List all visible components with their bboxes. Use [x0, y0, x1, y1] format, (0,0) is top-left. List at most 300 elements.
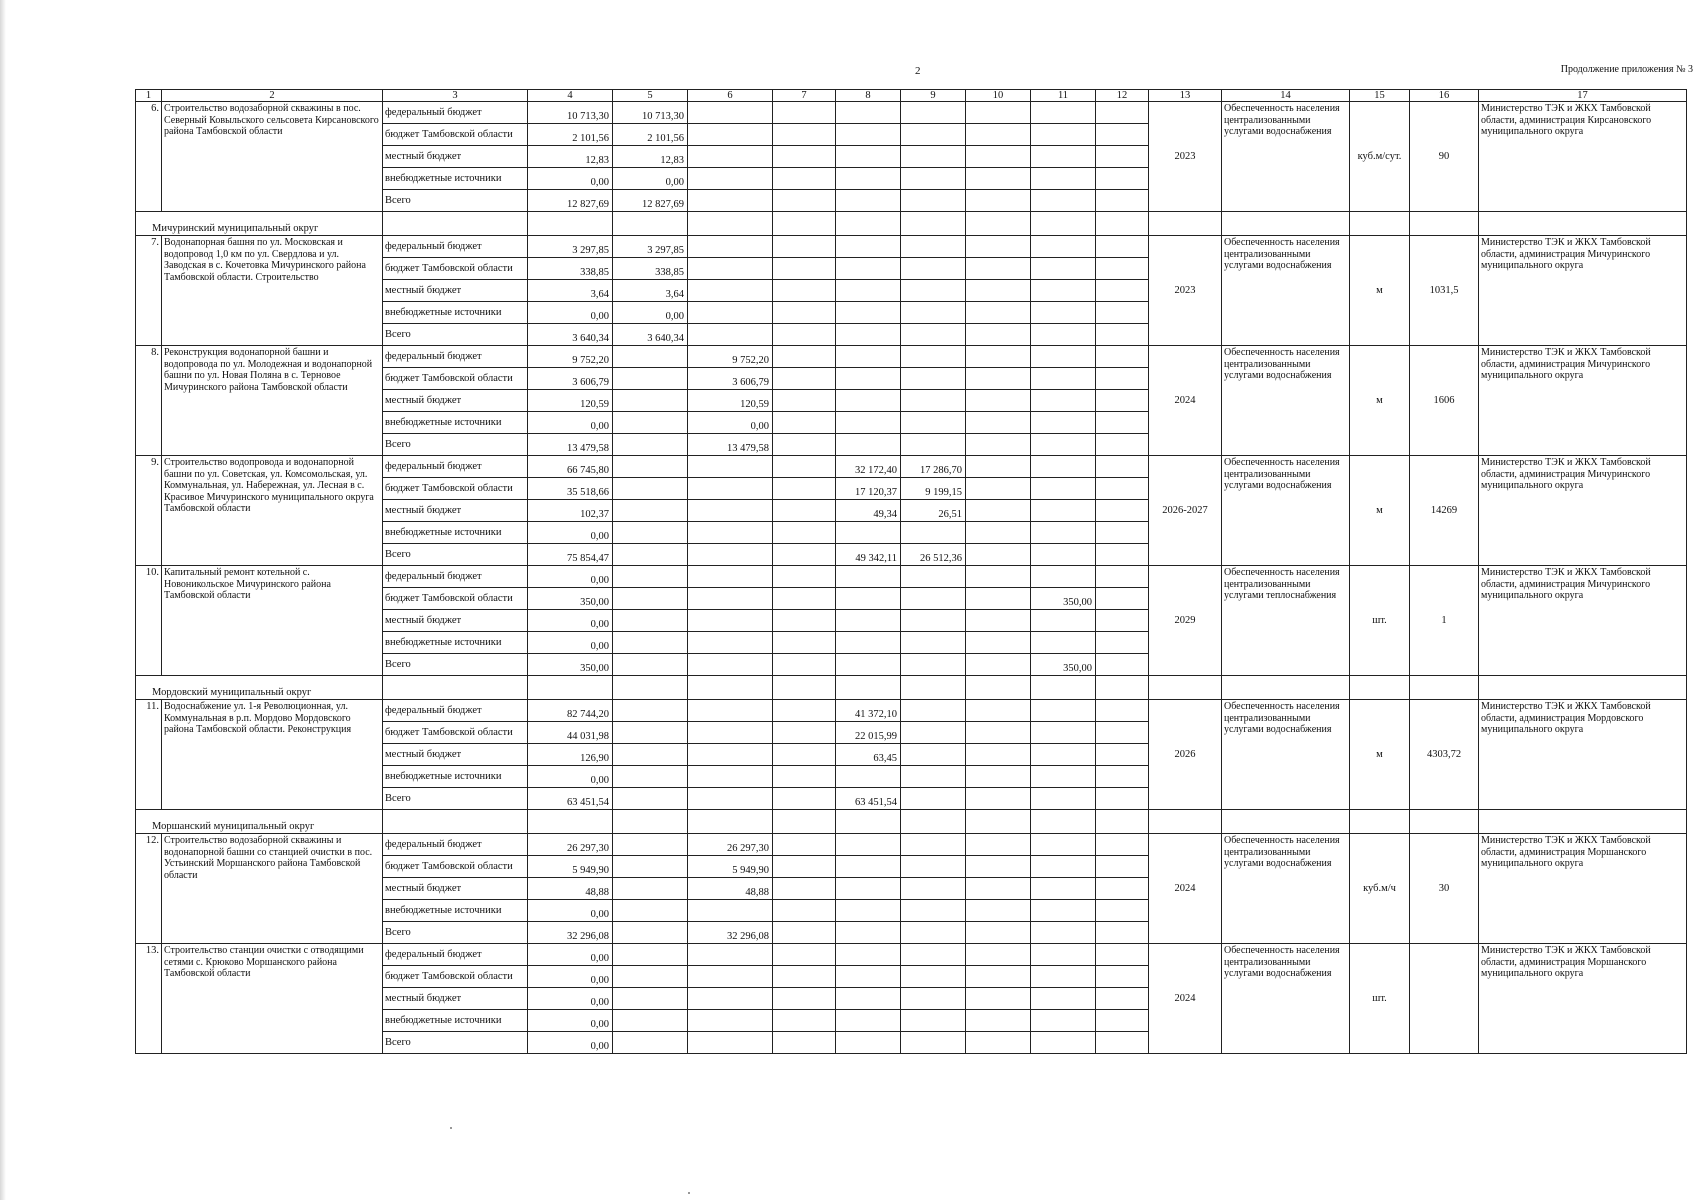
- empty-cell: [1350, 676, 1410, 700]
- amount-cell: [901, 944, 966, 966]
- amount-cell: [1031, 856, 1096, 878]
- amount-cell: [613, 788, 688, 810]
- funding-source: местный бюджет: [383, 280, 528, 302]
- amount-cell: [1031, 566, 1096, 588]
- funding-source: внебюджетные источники: [383, 412, 528, 434]
- amount-cell: [688, 744, 773, 766]
- funding-source: Всего: [383, 788, 528, 810]
- amount-cell: [901, 744, 966, 766]
- amount-cell: [613, 610, 688, 632]
- amount-cell: [688, 190, 773, 212]
- empty-cell: [1479, 676, 1687, 700]
- amount-cell: [1031, 456, 1096, 478]
- amount-cell: [1031, 1010, 1096, 1032]
- amount-cell: 12,83: [613, 146, 688, 168]
- measure-unit: куб.м/сут.: [1350, 102, 1410, 212]
- empty-cell: [1410, 810, 1479, 834]
- amount-cell: 35 518,66: [528, 478, 613, 500]
- amount-cell: 12 827,69: [528, 190, 613, 212]
- amount-cell: 13 479,58: [688, 434, 773, 456]
- amount-cell: [836, 522, 901, 544]
- funding-source: Всего: [383, 434, 528, 456]
- funding-source: бюджет Тамбовской области: [383, 124, 528, 146]
- funding-source: бюджет Тамбовской области: [383, 722, 528, 744]
- amount-cell: [901, 722, 966, 744]
- amount-cell: [773, 966, 836, 988]
- amount-cell: [613, 700, 688, 722]
- amount-cell: [836, 834, 901, 856]
- amount-cell: [966, 168, 1031, 190]
- amount-cell: [966, 966, 1031, 988]
- amount-cell: [613, 588, 688, 610]
- amount-cell: 102,37: [528, 500, 613, 522]
- empty-cell: [613, 676, 688, 700]
- amount-cell: [1031, 522, 1096, 544]
- amount-cell: [613, 368, 688, 390]
- amount-cell: [688, 1010, 773, 1032]
- table-row: [136, 834, 1687, 856]
- amount-cell: [836, 258, 901, 280]
- funding-source: Всего: [383, 654, 528, 676]
- amount-cell: [901, 412, 966, 434]
- amount-cell: [966, 766, 1031, 788]
- empty-cell: [1410, 676, 1479, 700]
- amount-cell: [1096, 878, 1149, 900]
- target-indicator: Обеспеченность населения централизованными услугами водоснабжения: [1222, 346, 1350, 456]
- amount-cell: [688, 988, 773, 1010]
- amount-cell: [1031, 900, 1096, 922]
- amount-cell: [1096, 190, 1149, 212]
- amount-cell: [1031, 500, 1096, 522]
- funding-source: бюджет Тамбовской области: [383, 478, 528, 500]
- amount-cell: [773, 922, 836, 944]
- amount-cell: 120,59: [688, 390, 773, 412]
- amount-cell: [836, 588, 901, 610]
- amount-cell: [773, 168, 836, 190]
- amount-cell: [1096, 588, 1149, 610]
- amount-cell: 0,00: [613, 168, 688, 190]
- amount-cell: [836, 966, 901, 988]
- empty-cell: [1222, 212, 1350, 236]
- empty-cell: [1222, 676, 1350, 700]
- amount-cell: [836, 390, 901, 412]
- amount-cell: [966, 500, 1031, 522]
- amount-cell: [1096, 700, 1149, 722]
- empty-cell: [688, 810, 773, 834]
- amount-cell: [901, 168, 966, 190]
- table-row: [136, 346, 1687, 368]
- amount-cell: [613, 390, 688, 412]
- amount-cell: [1031, 922, 1096, 944]
- amount-cell: 66 745,80: [528, 456, 613, 478]
- amount-cell: [613, 544, 688, 566]
- project-name: Строительство водозаборной скважины в пос. Северный Ковыльского сельсовета Кирсановского района Тамбовской области: [162, 102, 383, 212]
- funding-source: местный бюджет: [383, 988, 528, 1010]
- amount-cell: 3 640,34: [528, 324, 613, 346]
- amount-cell: [966, 632, 1031, 654]
- amount-cell: [836, 102, 901, 124]
- amount-cell: [1096, 368, 1149, 390]
- continuation-label: Продолжение приложения № 3: [1560, 64, 1693, 75]
- column-number: 1: [136, 90, 162, 102]
- measure-unit: м: [1350, 456, 1410, 566]
- funding-source: федеральный бюджет: [383, 346, 528, 368]
- empty-cell: [688, 676, 773, 700]
- funding-source: внебюджетные источники: [383, 302, 528, 324]
- amount-cell: [613, 878, 688, 900]
- amount-cell: 0,00: [528, 610, 613, 632]
- project-number: 10.: [136, 566, 162, 676]
- amount-cell: 49 342,11: [836, 544, 901, 566]
- amount-cell: [1031, 324, 1096, 346]
- amount-cell: [966, 456, 1031, 478]
- amount-cell: [966, 654, 1031, 676]
- amount-cell: 3 640,34: [613, 324, 688, 346]
- amount-cell: 17 120,37: [836, 478, 901, 500]
- amount-cell: [836, 146, 901, 168]
- amount-cell: [1031, 434, 1096, 456]
- amount-cell: 9 199,15: [901, 478, 966, 500]
- empty-cell: [901, 810, 966, 834]
- empty-cell: [901, 676, 966, 700]
- amount-cell: [688, 456, 773, 478]
- amount-cell: [1031, 258, 1096, 280]
- amount-cell: 3,64: [528, 280, 613, 302]
- amount-cell: 44 031,98: [528, 722, 613, 744]
- amount-cell: [1031, 988, 1096, 1010]
- amount-cell: [966, 834, 1031, 856]
- amount-cell: [966, 944, 1031, 966]
- scan-speck: [450, 1127, 452, 1129]
- indicator-value: 14269: [1410, 456, 1479, 566]
- project-name: Строительство водопровода и водонапорной башни по ул. Советская, ул. Комсомольская, ул. Коммунальная, ул. Набережная, ул. Лесная в с. Красивое Мичуринского муниципального округа Тамбовской области: [162, 456, 383, 566]
- empty-cell: [1479, 212, 1687, 236]
- funding-source: бюджет Тамбовской области: [383, 966, 528, 988]
- amount-cell: [901, 102, 966, 124]
- amount-cell: 126,90: [528, 744, 613, 766]
- amount-cell: [773, 654, 836, 676]
- empty-cell: [613, 810, 688, 834]
- amount-cell: [688, 168, 773, 190]
- amount-cell: [836, 766, 901, 788]
- amount-cell: [613, 900, 688, 922]
- column-number: 15: [1350, 90, 1410, 102]
- amount-cell: [1096, 1032, 1149, 1054]
- responsible-party: Министерство ТЭК и ЖКХ Тамбовской области, администрация Мордовского муниципального округа: [1479, 700, 1687, 810]
- amount-cell: [966, 1010, 1031, 1032]
- target-indicator: Обеспеченность населения централизованными услугами теплоснабжения: [1222, 566, 1350, 676]
- amount-cell: [688, 566, 773, 588]
- amount-cell: [688, 722, 773, 744]
- amount-cell: [688, 966, 773, 988]
- amount-cell: [688, 610, 773, 632]
- amount-cell: [1031, 390, 1096, 412]
- amount-cell: [1031, 236, 1096, 258]
- amount-cell: [688, 324, 773, 346]
- column-number: 6: [688, 90, 773, 102]
- responsible-party: Министерство ТЭК и ЖКХ Тамбовской области, администрация Моршанского муниципального округа: [1479, 834, 1687, 944]
- amount-cell: 82 744,20: [528, 700, 613, 722]
- amount-cell: 2 101,56: [613, 124, 688, 146]
- amount-cell: [1096, 1010, 1149, 1032]
- amount-cell: [773, 236, 836, 258]
- funding-source: внебюджетные источники: [383, 1010, 528, 1032]
- table-row: [136, 236, 1687, 258]
- scan-speck: [688, 1192, 690, 1194]
- amount-cell: 350,00: [1031, 654, 1096, 676]
- amount-cell: [773, 324, 836, 346]
- amount-cell: [773, 258, 836, 280]
- amount-cell: [966, 102, 1031, 124]
- table-row: [136, 456, 1687, 478]
- amount-cell: [1096, 280, 1149, 302]
- municipality-row: [136, 676, 1687, 700]
- measure-unit: м: [1350, 700, 1410, 810]
- project-name: Водонапорная башня по ул. Московская и водопровод 1,0 км по ул. Свердлова и ул. Заводская в с. Кочетовка Мичуринского района Тамбовской области. Строительство: [162, 236, 383, 346]
- amount-cell: 26 512,36: [901, 544, 966, 566]
- amount-cell: [1096, 302, 1149, 324]
- funding-source: внебюджетные источники: [383, 900, 528, 922]
- amount-cell: [1031, 744, 1096, 766]
- empty-cell: [1096, 212, 1149, 236]
- amount-cell: [688, 522, 773, 544]
- column-number: 14: [1222, 90, 1350, 102]
- investment-table: [135, 89, 1687, 1054]
- amount-cell: [836, 190, 901, 212]
- amount-cell: [613, 966, 688, 988]
- amount-cell: [613, 1010, 688, 1032]
- amount-cell: [1031, 168, 1096, 190]
- amount-cell: [773, 280, 836, 302]
- amount-cell: 338,85: [528, 258, 613, 280]
- empty-cell: [773, 676, 836, 700]
- amount-cell: 0,00: [528, 966, 613, 988]
- empty-cell: [1222, 810, 1350, 834]
- empty-cell: [1410, 212, 1479, 236]
- amount-cell: 350,00: [1031, 588, 1096, 610]
- amount-cell: [966, 900, 1031, 922]
- amount-cell: 3,64: [613, 280, 688, 302]
- amount-cell: [966, 390, 1031, 412]
- column-number: 12: [1096, 90, 1149, 102]
- empty-cell: [383, 810, 528, 834]
- amount-cell: [613, 522, 688, 544]
- target-indicator: Обеспеченность населения централизованными услугами водоснабжения: [1222, 456, 1350, 566]
- amount-cell: [688, 302, 773, 324]
- funding-source: Всего: [383, 544, 528, 566]
- column-number: 5: [613, 90, 688, 102]
- implementation-year: 2023: [1149, 102, 1222, 212]
- amount-cell: [773, 412, 836, 434]
- amount-cell: [1096, 434, 1149, 456]
- amount-cell: [901, 900, 966, 922]
- amount-cell: [1031, 722, 1096, 744]
- amount-cell: [836, 124, 901, 146]
- amount-cell: [901, 190, 966, 212]
- amount-cell: [901, 988, 966, 1010]
- amount-cell: [688, 944, 773, 966]
- amount-cell: [613, 456, 688, 478]
- amount-cell: [901, 258, 966, 280]
- amount-cell: [773, 944, 836, 966]
- column-number: 16: [1410, 90, 1479, 102]
- amount-cell: [901, 834, 966, 856]
- amount-cell: [1096, 346, 1149, 368]
- amount-cell: [1031, 1032, 1096, 1054]
- amount-cell: [1096, 744, 1149, 766]
- amount-cell: [836, 1032, 901, 1054]
- amount-cell: 12,83: [528, 146, 613, 168]
- column-number: 4: [528, 90, 613, 102]
- empty-cell: [1350, 810, 1410, 834]
- amount-cell: [613, 722, 688, 744]
- amount-cell: [1096, 544, 1149, 566]
- page-number: 2: [915, 65, 921, 77]
- amount-cell: [773, 368, 836, 390]
- funding-source: Всего: [383, 1032, 528, 1054]
- implementation-year: 2024: [1149, 346, 1222, 456]
- amount-cell: [901, 280, 966, 302]
- amount-cell: [1031, 834, 1096, 856]
- amount-cell: [773, 722, 836, 744]
- funding-source: федеральный бюджет: [383, 566, 528, 588]
- amount-cell: 63 451,54: [836, 788, 901, 810]
- amount-cell: [1096, 500, 1149, 522]
- amount-cell: [1031, 788, 1096, 810]
- amount-cell: [613, 766, 688, 788]
- implementation-year: 2023: [1149, 236, 1222, 346]
- amount-cell: [966, 190, 1031, 212]
- scan-edge: [0, 0, 6, 1200]
- amount-cell: [773, 456, 836, 478]
- amount-cell: [836, 168, 901, 190]
- amount-cell: 10 713,30: [528, 102, 613, 124]
- amount-cell: [773, 124, 836, 146]
- amount-cell: 63,45: [836, 744, 901, 766]
- amount-cell: [1031, 610, 1096, 632]
- funding-source: бюджет Тамбовской области: [383, 856, 528, 878]
- amount-cell: 0,00: [528, 412, 613, 434]
- amount-cell: [613, 834, 688, 856]
- empty-cell: [688, 212, 773, 236]
- amount-cell: 26,51: [901, 500, 966, 522]
- amount-cell: [1031, 412, 1096, 434]
- amount-cell: [836, 654, 901, 676]
- empty-cell: [836, 212, 901, 236]
- empty-cell: [1096, 810, 1149, 834]
- amount-cell: [613, 1032, 688, 1054]
- amount-cell: [836, 878, 901, 900]
- amount-cell: 0,00: [528, 1032, 613, 1054]
- project-number: 13.: [136, 944, 162, 1054]
- amount-cell: [966, 146, 1031, 168]
- amount-cell: [1031, 878, 1096, 900]
- amount-cell: [901, 766, 966, 788]
- amount-cell: [901, 302, 966, 324]
- column-number: 8: [836, 90, 901, 102]
- amount-cell: [836, 236, 901, 258]
- amount-cell: [901, 124, 966, 146]
- target-indicator: Обеспеченность населения централизованными услугами водоснабжения: [1222, 700, 1350, 810]
- empty-cell: [773, 212, 836, 236]
- amount-cell: [966, 236, 1031, 258]
- amount-cell: [773, 632, 836, 654]
- target-indicator: Обеспеченность населения централизованными услугами водоснабжения: [1222, 834, 1350, 944]
- amount-cell: [966, 124, 1031, 146]
- amount-cell: 2 101,56: [528, 124, 613, 146]
- amount-cell: [901, 1010, 966, 1032]
- amount-cell: [1031, 280, 1096, 302]
- amount-cell: [966, 434, 1031, 456]
- empty-cell: [1096, 676, 1149, 700]
- amount-cell: 0,00: [528, 566, 613, 588]
- empty-cell: [383, 212, 528, 236]
- amount-cell: [773, 478, 836, 500]
- amount-cell: [1096, 856, 1149, 878]
- target-indicator: Обеспеченность населения централизованными услугами водоснабжения: [1222, 236, 1350, 346]
- amount-cell: [966, 522, 1031, 544]
- indicator-value: 90: [1410, 102, 1479, 212]
- implementation-year: 2024: [1149, 834, 1222, 944]
- amount-cell: 32 296,08: [528, 922, 613, 944]
- amount-cell: [613, 856, 688, 878]
- amount-cell: [1096, 168, 1149, 190]
- amount-cell: [688, 632, 773, 654]
- empty-cell: [528, 810, 613, 834]
- amount-cell: [1096, 124, 1149, 146]
- amount-cell: [688, 124, 773, 146]
- amount-cell: 0,00: [528, 302, 613, 324]
- amount-cell: 9 752,20: [688, 346, 773, 368]
- amount-cell: 0,00: [528, 522, 613, 544]
- amount-cell: [613, 988, 688, 1010]
- project-number: 7.: [136, 236, 162, 346]
- amount-cell: [966, 412, 1031, 434]
- municipality-row: [136, 212, 1687, 236]
- project-name: Капитальный ремонт котельной с. Новоникольское Мичуринского района Тамбовской области: [162, 566, 383, 676]
- amount-cell: [836, 412, 901, 434]
- amount-cell: [773, 610, 836, 632]
- amount-cell: [901, 966, 966, 988]
- municipality-name: Моршанский муниципальный округ: [136, 810, 383, 834]
- project-number: 9.: [136, 456, 162, 566]
- table-row: [136, 700, 1687, 722]
- amount-cell: 0,00: [528, 988, 613, 1010]
- amount-cell: [966, 280, 1031, 302]
- amount-cell: [688, 544, 773, 566]
- empty-cell: [1479, 810, 1687, 834]
- amount-cell: 63 451,54: [528, 788, 613, 810]
- empty-cell: [1149, 212, 1222, 236]
- amount-cell: [901, 610, 966, 632]
- amount-cell: [901, 878, 966, 900]
- indicator-value: 30: [1410, 834, 1479, 944]
- empty-cell: [1350, 212, 1410, 236]
- amount-cell: [773, 434, 836, 456]
- amount-cell: [688, 280, 773, 302]
- measure-unit: шт.: [1350, 944, 1410, 1054]
- amount-cell: [773, 1010, 836, 1032]
- amount-cell: [966, 988, 1031, 1010]
- amount-cell: [688, 788, 773, 810]
- funding-source: местный бюджет: [383, 390, 528, 412]
- amount-cell: [966, 700, 1031, 722]
- measure-unit: м: [1350, 346, 1410, 456]
- funding-source: внебюджетные источники: [383, 766, 528, 788]
- amount-cell: 48,88: [688, 878, 773, 900]
- empty-cell: [836, 810, 901, 834]
- responsible-party: Министерство ТЭК и ЖКХ Тамбовской области, администрация Мичуринского муниципального округа: [1479, 346, 1687, 456]
